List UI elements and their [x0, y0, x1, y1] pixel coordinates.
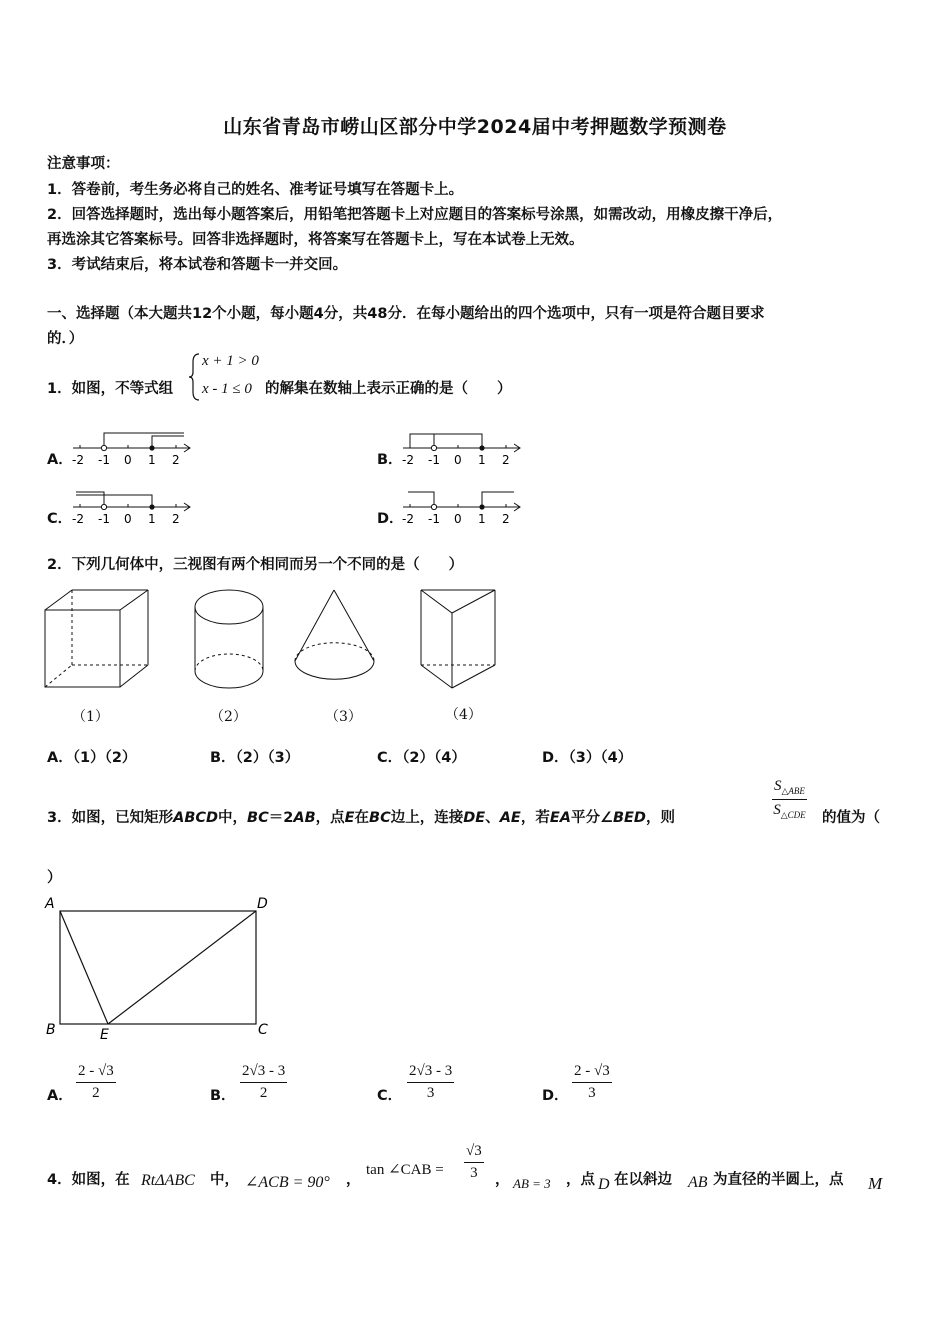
- q4-triangle: RtΔABC: [141, 1172, 195, 1189]
- notice-item-3: 3．考试结束后，将本试卷和答题卡一并交回。: [47, 257, 348, 273]
- tick-label: -1: [98, 512, 110, 526]
- prism-figure: [421, 590, 495, 688]
- q2-figure-label-1: （1）: [72, 709, 109, 725]
- notice-item-1: 1．答卷前，考生务必将自己的姓名、准考证号填写在答题卡上。: [47, 182, 464, 198]
- vertex-label-b: B: [46, 1022, 56, 1038]
- q3-text: 3．如图，已知矩形ABCD中，BC＝2AB，点E在BC边上，连接DE、AE，若EA平分∠BED，则: [47, 810, 675, 826]
- q4-text-7: 为直径的半圆上，点: [713, 1172, 844, 1188]
- tick-label: 2: [172, 453, 180, 467]
- tick-label: 1: [148, 512, 156, 526]
- q4-ab: AB: [688, 1174, 708, 1191]
- q4-ab-length: AB = 3: [513, 1176, 551, 1191]
- vertex-label-c: C: [258, 1022, 268, 1038]
- q2-figure-label-4: （4）: [445, 707, 482, 723]
- notice-item-2-cont: 再选涂其它答案标号。回答非选择题时，将答案写在答题卡上，写在本试卷上无效。: [47, 232, 584, 248]
- tick-label: -2: [402, 512, 414, 526]
- q4-text-5: ，点: [566, 1172, 595, 1188]
- tick-label: 1: [148, 453, 156, 467]
- q4-tan: tan ∠CAB =: [366, 1162, 444, 1178]
- q1-ineq-1: x + 1 > 0: [202, 353, 259, 369]
- cylinder-figure: [195, 590, 263, 688]
- q3-close-paren: ）: [47, 870, 62, 886]
- q3-option-b-letter: B．: [210, 1088, 236, 1104]
- tick-label: 0: [454, 453, 462, 467]
- q3-text-end: 的值为（: [822, 810, 880, 826]
- cone-figure: [295, 590, 374, 679]
- q4-text-6: 在以斜边: [614, 1172, 672, 1188]
- q3-option-d-letter: D．: [542, 1088, 569, 1104]
- tick-label: 0: [124, 512, 132, 526]
- q4-tan-fraction: $\frac{√3}{3}$: [466, 1143, 482, 1181]
- tick-label: 1: [478, 453, 486, 467]
- q4-text-2: 中，: [210, 1172, 239, 1188]
- tick-label: 0: [124, 453, 132, 467]
- page-title: 山东省青岛市崂山区部分中学2024届中考押题数学预测卷: [223, 116, 727, 138]
- q3-option-c-letter: C．: [377, 1088, 403, 1104]
- q1-prefix: 1．如图，不等式组: [47, 381, 174, 397]
- vertex-label-d: D: [257, 896, 268, 912]
- q1-option-b-letter: B．: [377, 452, 403, 468]
- system-brace: [188, 352, 202, 402]
- section-heading: 一、选择题（本大题共12个小题，每小题4分，共48分．在每小题给出的四个选项中，只有一项是符合题目要求: [47, 306, 765, 322]
- q1-option-c-numberline: [70, 487, 195, 527]
- tick-label: 2: [502, 453, 510, 467]
- q1-option-a-numberline: [70, 428, 195, 468]
- tick-label: -2: [72, 512, 84, 526]
- tick-label: -1: [428, 512, 440, 526]
- q1-option-a-letter: A．: [47, 452, 73, 468]
- q1-option-c-letter: C．: [47, 511, 73, 527]
- tick-label: -2: [402, 453, 414, 467]
- cube-figure: [45, 590, 148, 687]
- q3-option-d-fraction: $\frac{2 - √3}{3}$: [574, 1063, 610, 1101]
- q2-option-c: C．（2）（4）: [377, 750, 466, 766]
- q4-prefix: 4．如图，在: [47, 1172, 130, 1188]
- q3-option-b-fraction: $\frac{2√3 - 3}{2}$: [242, 1063, 286, 1101]
- q4-angle: ∠ACB = 90°: [245, 1174, 330, 1191]
- tick-label: 0: [454, 512, 462, 526]
- q3-option-c-fraction: $\frac{2√3 - 3}{3}$: [409, 1063, 453, 1101]
- tick-label: 2: [502, 512, 510, 526]
- notice-item-2: 2．回答选择题时，选出每小题答案后，用铅笔把答题卡上对应题目的答案标号涂黑，如需改动，用橡皮擦干净后，: [47, 207, 783, 223]
- section-heading-cont: 的．）: [47, 331, 84, 347]
- tick-label: -1: [98, 453, 110, 467]
- q2-text: 2．下列几何体中，三视图有两个相同而另一个不同的是（ ）: [47, 557, 464, 573]
- q4-point-d: D: [598, 1176, 610, 1193]
- q2-solids-figure: [40, 585, 510, 697]
- q1-option-d-numberline: [400, 487, 525, 527]
- vertex-label-a: A: [45, 896, 55, 912]
- q3-area-ratio: $S_{\triangle ABE}$ $S_{\triangle CDE}$: [773, 778, 806, 820]
- q2-option-d: D．（3）（4）: [542, 750, 633, 766]
- q3-option-a-letter: A．: [47, 1088, 73, 1104]
- q2-option-a: A．（1）（2）: [47, 750, 137, 766]
- tick-label: -1: [428, 453, 440, 467]
- tick-label: -2: [72, 453, 84, 467]
- tick-label: 2: [172, 512, 180, 526]
- q3-rectangle-figure: [40, 893, 280, 1048]
- q3-option-a-fraction: $\frac{2 - √3}{2}$: [78, 1063, 114, 1101]
- q1-ineq-2: x - 1 ≤ 0: [202, 381, 252, 397]
- q1-option-d-letter: D．: [377, 511, 404, 527]
- q4-point-m: M: [868, 1174, 883, 1193]
- notice-heading: 注意事项：: [47, 156, 120, 172]
- q1-option-b-numberline: [400, 428, 525, 468]
- tick-label: 1: [478, 512, 486, 526]
- q1-suffix: 的解集在数轴上表示正确的是（ ）: [265, 381, 512, 397]
- q4-text-3: ，: [346, 1172, 361, 1188]
- vertex-label-e: E: [100, 1027, 109, 1043]
- q2-figure-label-2: （2）: [210, 709, 247, 725]
- q2-figure-label-3: （3）: [325, 709, 362, 725]
- q2-option-b: B．（2）（3）: [210, 750, 300, 766]
- q4-text-4: ，: [495, 1172, 510, 1188]
